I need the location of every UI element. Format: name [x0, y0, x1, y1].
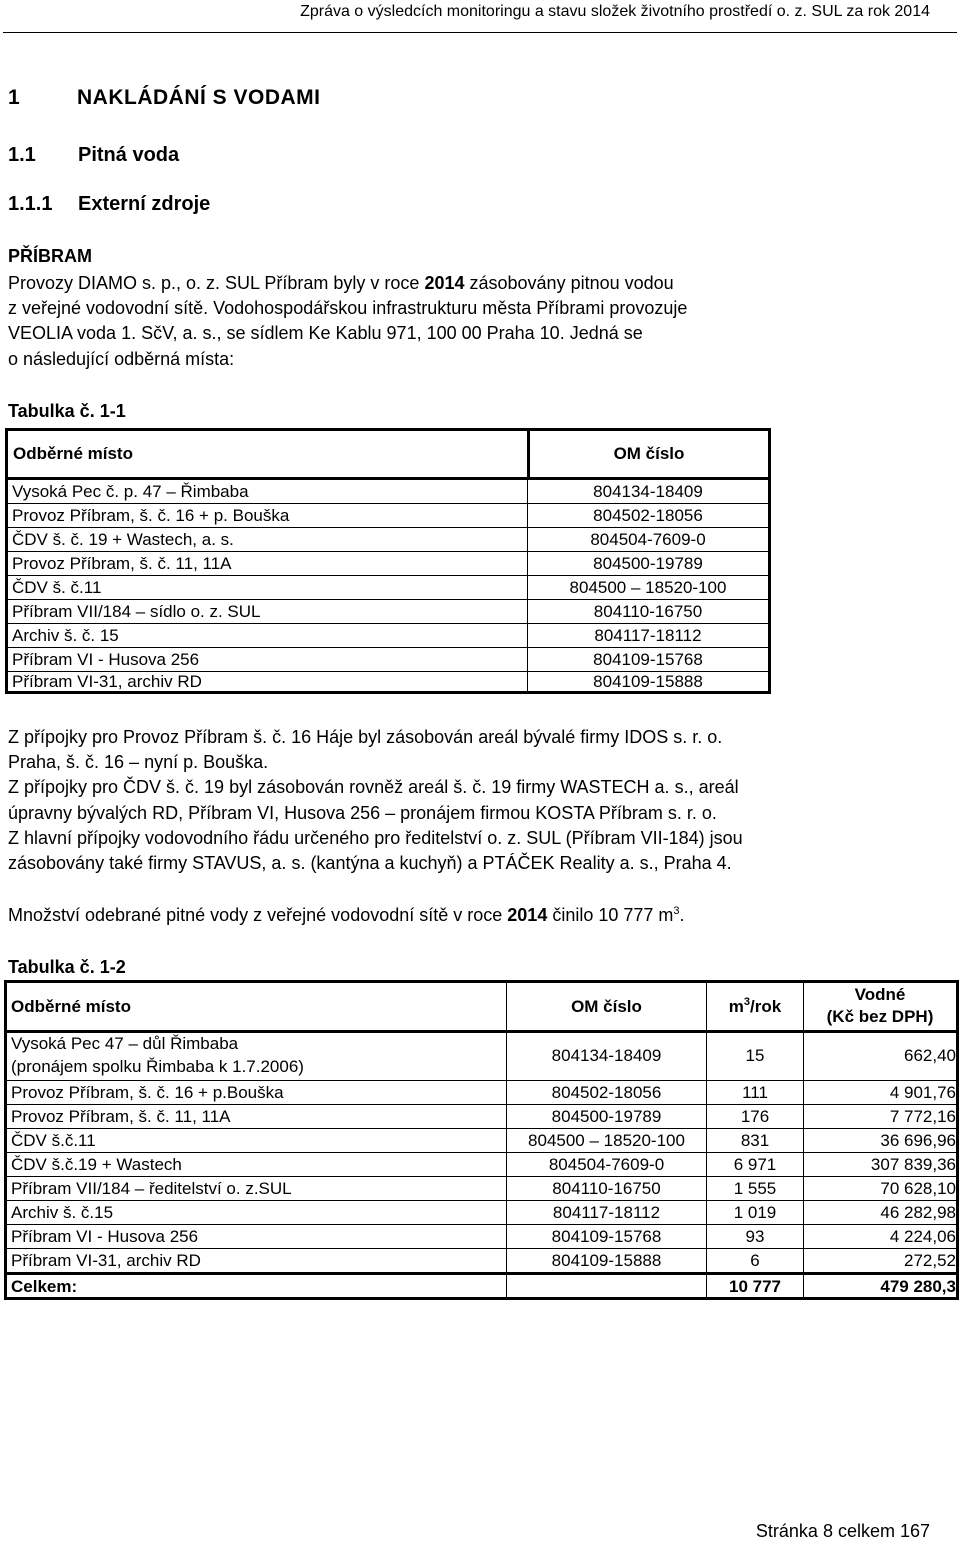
table-row: [8, 670, 768, 694]
table-row: [7, 1129, 956, 1153]
table-2-cell-cost: 307 839,36: [870, 1155, 956, 1174]
table-2-cell-place: ČDV š.č.19 + Wastech: [11, 1155, 182, 1174]
table-2-header-om: OM číslo: [571, 997, 642, 1016]
location-heading: PŘÍBRAM: [8, 246, 92, 266]
table-row: [8, 576, 768, 600]
page-footer: Stránka 8 celkem 167: [755, 1521, 930, 1541]
table-row: [7, 1153, 956, 1177]
running-header: Zpráva o výsledcích monitoringu a stavu složek životního prostředí o. z. SUL za rok 2014: [300, 3, 930, 20]
paragraph-line-5: Z hlavní přípojky vodovodního řádu určeného pro ředitelství o. z. SUL (Příbram VII-184) jsou: [8, 828, 743, 848]
table-2-cell-om: 804109-15768: [551, 1227, 662, 1246]
table-2-total-row: [7, 1275, 956, 1300]
table-2-cell-m3: 15: [745, 1046, 765, 1065]
section-1-1-1-number: 1.1.1: [8, 193, 53, 215]
table-row: [7, 1033, 956, 1081]
table-1-caption: Tabulka č. 1-1: [8, 401, 126, 421]
table-2-header-m3: $m^3$/rok: [728, 996, 782, 1016]
table-2-cell-m3: 176: [740, 1107, 770, 1126]
table-row: [8, 528, 768, 552]
table-2-cell-place: ČDV š.č.11: [11, 1131, 96, 1150]
table-2-cell-m3: 1 555: [733, 1179, 777, 1198]
section-1-number: 1: [8, 86, 21, 109]
table-2-cell-place: Příbram VI - Husova 256: [11, 1227, 199, 1246]
table-row: [7, 1105, 956, 1129]
table-2-cell-cost: 662,40: [904, 1046, 956, 1065]
table-2-cell-m3: 831: [740, 1131, 770, 1150]
table-2-cell-om: 804110-16750: [552, 1179, 661, 1198]
table-1-cell-place: Provoz Příbram, š. č. 16 + p. Bouška: [12, 506, 290, 525]
intro-line-1: Provozy DIAMO s. p., o. z. SUL Příbram byly v roce 2014 zásobovány pitnou vodou: [8, 273, 674, 293]
table-row: [8, 480, 768, 504]
table-row: [8, 648, 768, 672]
table-1-cell-om: 804110-16750: [593, 602, 703, 621]
table-2-cell-om: 804134-18409: [551, 1046, 662, 1065]
table-2-cell-place: Archiv š. č.15: [11, 1203, 114, 1222]
table-row: [7, 1081, 956, 1105]
table-1-cell-om: 804500 – 18520-100: [569, 578, 727, 597]
table-2-cell-m3: 111: [742, 1083, 768, 1102]
paragraph-line-4: úpravny bývalých RD, Příbram VI, Husova 256 – pronájem firmou KOSTA Příbram s. r. o.: [8, 803, 717, 823]
table-2-cell-place-line1: Vysoká Pec 47 – důl Řimbaba: [11, 1034, 239, 1053]
table-1-cell-om: 804117-18112: [594, 626, 702, 645]
table-1-cell-place: Archiv š. č. 15: [12, 626, 119, 645]
table-row: [8, 504, 768, 528]
section-1-1-1-title: Externí zdroje: [78, 193, 211, 215]
table-2-header-place: Odběrné místo: [11, 997, 131, 1016]
table-2-cell-m3: 93: [745, 1227, 765, 1246]
table-1-cell-place: Příbram VI - Husova 256: [12, 650, 200, 669]
table-2-cell-place: Provoz Příbram, š. č. 16 + p.Bouška: [11, 1083, 284, 1102]
table-1-header-place: Odběrné místo: [13, 444, 133, 463]
table-1-cell-om: 804134-18409: [593, 482, 703, 501]
table-row: [7, 1225, 956, 1249]
table-2-cell-cost: 36 696,96: [880, 1131, 956, 1150]
table-2-total-cost: 479 280,3: [880, 1277, 956, 1296]
table-2-header-cost-line2: (Kč bez DPH): [826, 1007, 934, 1026]
table-1-cell-om: 804502-18056: [593, 506, 703, 525]
table-1-cell-place: Příbram VI-31, archiv RD: [12, 672, 202, 691]
table-row: [8, 552, 768, 576]
table-2-cell-om: 804500-19789: [551, 1107, 662, 1126]
table-1-cell-place: ČDV š. č.11: [12, 578, 102, 597]
table-2-cell-cost: 70 628,10: [880, 1179, 956, 1198]
table-2-cell-place: Příbram VII/184 – ředitelství o. z.SUL: [11, 1179, 292, 1198]
table-1-cell-place: Příbram VII/184 – sídlo o. z. SUL: [12, 602, 261, 621]
table-2-cell-m3: 6: [750, 1251, 760, 1270]
table-1-cell-place: Provoz Příbram, š. č. 11, 11A: [12, 554, 232, 573]
table-2-cell-cost: 7 772,16: [889, 1107, 956, 1126]
paragraph-line-2: Praha, š. č. 16 – nyní p. Bouška.: [8, 752, 269, 772]
table-2-total-m3: 10 777: [729, 1277, 781, 1296]
table-row: [7, 1201, 956, 1225]
table-1-cell-om: 804109-15768: [593, 650, 703, 669]
table-2-cell-om: 804500 – 18520-100: [528, 1131, 685, 1150]
section-1-1-title: Pitná voda: [78, 144, 180, 166]
quantity-sentence: Množství odebrané pitné vody z veřejné vodovodní sítě v roce 2014 činilo 10 777 $m^3$.: [8, 905, 685, 925]
table-2-cell-place: Příbram VI-31, archiv RD: [11, 1251, 201, 1270]
table-2-header-cost-line1: Vodné: [854, 985, 906, 1004]
table-2-cell-place: Provoz Příbram, š. č. 11, 11A: [11, 1107, 231, 1126]
intro-line-4: o následující odběrná místa:: [8, 349, 235, 369]
table-2-cell-om: 804109-15888: [551, 1251, 662, 1270]
table-2-cell-cost: 4 224,06: [889, 1227, 956, 1246]
table-2-caption: Tabulka č. 1-2: [8, 957, 126, 977]
table-2-cell-cost: 272,52: [904, 1251, 956, 1270]
table-2-cell-m3: 6 971: [733, 1155, 777, 1174]
table-2-cell-m3: 1 019: [733, 1203, 777, 1222]
section-1-title: NAKLÁDÁNÍ S VODAMI: [77, 86, 321, 109]
table-row: [8, 624, 768, 648]
table-2-cell-om: 804504-7609-0: [548, 1155, 665, 1174]
table-2-cell-cost: 4 901,76: [889, 1083, 956, 1102]
table-row: [7, 1177, 956, 1201]
table-1-cell-om: 804500-19789: [593, 554, 703, 573]
paragraph-line-1: Z přípojky pro Provoz Příbram š. č. 16 Háje byl zásobován areál bývalé firmy IDOS s. r. o.: [8, 727, 723, 747]
section-1-1-number: 1.1: [8, 144, 36, 166]
intro-line-2: z veřejné vodovodní sítě. Vodohospodářskou infrastrukturu města Příbrami provozuje: [8, 298, 688, 318]
table-1: [5, 428, 771, 694]
table-1-header-om: OM číslo: [613, 444, 685, 463]
table-row: [8, 600, 768, 624]
table-1-cell-om: 804504-7609-0: [590, 530, 706, 549]
header-rule: [3, 32, 957, 33]
table-1-cell-place: ČDV š. č. 19 + Wastech, a. s.: [12, 530, 234, 549]
table-2-cell-om: 804502-18056: [551, 1083, 662, 1102]
paragraph-line-3: Z přípojky pro ČDV š. č. 19 byl zásobován rovněž areál š. č. 19 firmy WASTECH a. s., areál: [8, 777, 739, 797]
table-2-header-row: [7, 983, 956, 1030]
table-2-cell-place-line2: (pronájem spolku Řimbaba k 1.7.2006): [11, 1057, 304, 1076]
table-1-cell-place: Vysoká Pec č. p. 47 – Řimbaba: [12, 482, 249, 501]
table-2-cell-cost: 46 282,98: [880, 1203, 956, 1222]
table-2-total-label: Celkem:: [11, 1277, 78, 1296]
table-2-cell-om: 804117-18112: [552, 1203, 661, 1222]
intro-line-3: VEOLIA voda 1. SčV, a. s., se sídlem Ke Kablu 971, 100 00 Praha 10. Jedná se: [8, 323, 643, 343]
paragraph-line-6: zásobovány také firmy STAVUS, a. s. (kantýna a kuchyň) a PTÁČEK Reality a. s., Praha 4.: [8, 853, 732, 873]
table-row: [7, 1249, 956, 1273]
table-1-cell-om: 804109-15888: [593, 672, 703, 691]
table-2: [4, 980, 959, 1300]
